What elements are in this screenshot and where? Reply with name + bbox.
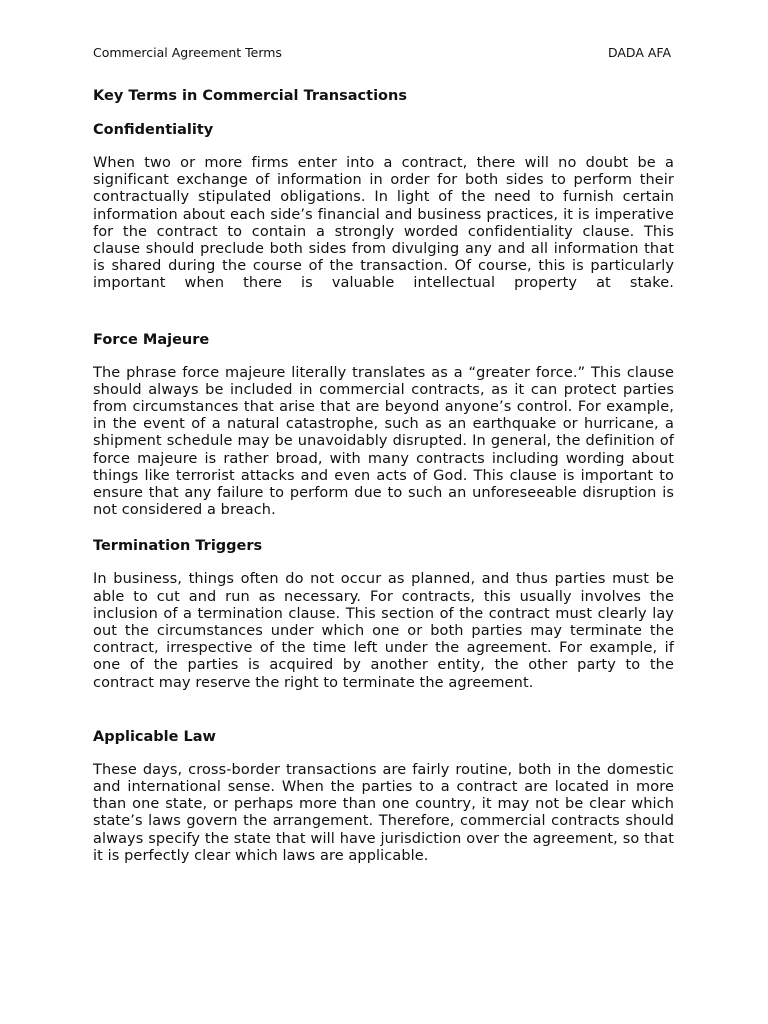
section-force-majeure [93,330,674,520]
section-heading: Applicable Law [93,728,216,745]
document-body [93,86,674,865]
section-heading: Termination Triggers [93,538,263,555]
section-heading: Force Majeure [93,331,210,348]
section-paragraph: The phrase force majeure literally translates as a “greater force.” This clause should always be included in commercial contracts, as it can protect parties from circumstances that arise that are beyond anyone’s control. For example, in the event of a natural catastrophe, such as an earthquake or hurricane, a shipment schedule may be unavoidably disrupted. In general, the definition of force majeure is rather broad, with many contracts including wording about things like terrorist attacks and even acts of God. This clause is important to ensure that any failure to perform due to such an unforeseeable disruption is not considered a breach. [93,364,674,519]
section-heading: Confidentiality [93,122,214,138]
header-title: Commercial Agreement Terms [93,45,282,60]
document-title: Key Terms in Commercial Transactions [93,88,407,104]
section-termination-triggers [93,536,674,691]
header-author: DADA AFA [607,45,671,60]
section-paragraph: When two or more firms enter into a contract, there will no doubt be a significant exchange of information in order for both sides to perform their contractually stipulated obligations. In light of the need to furnish certain information about each side’s financial and business practices, it is imperative for the contract to contain a strongly worded confidentiality clause. This clause should preclude both sides from divulging any and all information that is shared during the course of the transaction. Of course, this is particularly important when there is valuable intellectual property at stake. [93,155,674,292]
section-confidentiality [93,120,674,293]
section-paragraph: In business, things often do not occur as planned, and thus parties must be able to cut and run as necessary. For contracts, this usually involves the inclusion of a termination clause. This section of the contract must clearly lay out the circumstances under which one or both parties may terminate the contract, irrespective of the time left under the agreement. For example, if one of the parties is acquired by another entity, the other party to the contract may reserve the right to terminate the agreement. [93,571,674,691]
section-paragraph: These days, cross-border transactions are fairly routine, both in the domestic and international sense. When the parties to a contract are located in more than one state, or perhaps more than one country, it may not be clear which state’s laws govern the arrangement. Therefore, commercial contracts should always specify the state that will have jurisdiction over the agreement, so that it is perfectly clear which laws are applicable. [93,761,674,864]
section-applicable-law [93,727,674,865]
